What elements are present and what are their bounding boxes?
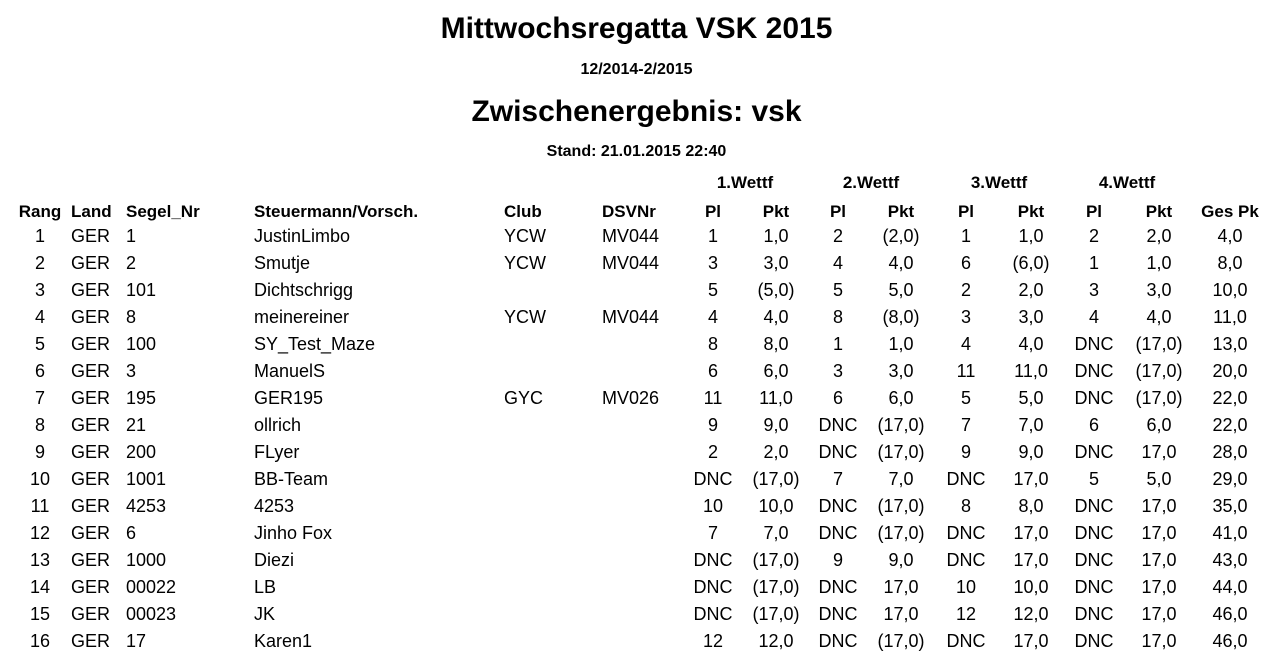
race-3-heading: 3.Wettf bbox=[970, 173, 1028, 192]
cell-pl-2: 5 bbox=[832, 280, 843, 300]
cell-dsvnr bbox=[602, 412, 692, 439]
cell-ges-pk: 41,0 bbox=[1212, 523, 1248, 543]
cell-pl-2: DNC bbox=[818, 415, 858, 435]
header-ges-pk: Ges Pk bbox=[1201, 202, 1259, 221]
cell-rang: 2 bbox=[34, 253, 45, 273]
header-land: Land bbox=[71, 202, 112, 221]
cell-club: YCW bbox=[504, 253, 546, 273]
status-timestamp: Stand: 21.01.2015 22:40 bbox=[546, 143, 727, 160]
cell-pl-4: DNC bbox=[1074, 604, 1114, 624]
results-subtitle: Zwischenergebnis: vsk bbox=[471, 95, 802, 128]
cell-dsvnr bbox=[602, 358, 692, 385]
cell-pl-4: 2 bbox=[1088, 226, 1099, 246]
table-row bbox=[0, 385, 1273, 412]
cell-pkt-3: 8,0 bbox=[1018, 496, 1044, 516]
cell-pl-1: 5 bbox=[707, 280, 718, 300]
cell-pkt-4: 6,0 bbox=[1146, 415, 1172, 435]
table-row bbox=[0, 412, 1273, 439]
cell-pl-4: DNC bbox=[1074, 334, 1114, 354]
cell-pkt-1: (17,0) bbox=[752, 604, 800, 624]
cell-rang: 9 bbox=[34, 442, 45, 462]
cell-land: GER bbox=[71, 388, 111, 408]
cell-pl-2: 6 bbox=[832, 388, 843, 408]
header-segel-nr: Segel_Nr bbox=[126, 202, 200, 221]
cell-steuermann: LB bbox=[254, 577, 277, 597]
cell-steuermann: Jinho Fox bbox=[254, 523, 333, 543]
cell-rang: 13 bbox=[29, 550, 51, 570]
cell-pkt-3: 5,0 bbox=[1018, 388, 1044, 408]
cell-land: GER bbox=[71, 550, 111, 570]
header-pkt-1: Pkt bbox=[762, 202, 790, 221]
cell-pl-2: 2 bbox=[832, 226, 843, 246]
cell-pl-1: 9 bbox=[707, 415, 718, 435]
cell-pkt-3: 7,0 bbox=[1018, 415, 1044, 435]
cell-ges-pk: 29,0 bbox=[1212, 469, 1248, 489]
cell-segel-nr: 17 bbox=[126, 631, 147, 651]
cell-pl-1: 10 bbox=[702, 496, 724, 516]
table-row bbox=[0, 493, 1273, 520]
cell-club bbox=[504, 439, 584, 466]
cell-ges-pk: 11,0 bbox=[1213, 307, 1247, 327]
cell-club bbox=[504, 412, 584, 439]
cell-pl-4: 4 bbox=[1088, 307, 1099, 327]
cell-pkt-1: 8,0 bbox=[763, 334, 789, 354]
cell-pkt-1: (17,0) bbox=[752, 469, 800, 489]
cell-ges-pk: 46,0 bbox=[1212, 631, 1248, 651]
cell-pkt-3: 3,0 bbox=[1018, 307, 1044, 327]
cell-land: GER bbox=[71, 280, 111, 300]
header-dsvnr: DSVNr bbox=[602, 202, 656, 221]
cell-pkt-2: (17,0) bbox=[877, 496, 925, 516]
cell-segel-nr: 4253 bbox=[126, 496, 167, 516]
cell-pkt-3: (6,0) bbox=[1012, 253, 1050, 273]
cell-pl-3: 7 bbox=[960, 415, 971, 435]
cell-steuermann: SY_Test_Maze bbox=[254, 334, 376, 354]
cell-pl-1: 2 bbox=[707, 442, 718, 462]
cell-pkt-2: (17,0) bbox=[877, 415, 925, 435]
cell-ges-pk: 20,0 bbox=[1212, 361, 1248, 381]
cell-land: GER bbox=[71, 604, 111, 624]
cell-segel-nr: 100 bbox=[126, 334, 157, 354]
cell-pl-3: 11 bbox=[956, 361, 976, 381]
table-row bbox=[0, 358, 1273, 385]
header-pkt-3: Pkt bbox=[1017, 202, 1045, 221]
cell-land: GER bbox=[71, 496, 111, 516]
cell-steuermann: Diezi bbox=[254, 550, 295, 570]
cell-steuermann: ManuelS bbox=[254, 361, 326, 381]
cell-pl-2: 4 bbox=[832, 253, 843, 273]
cell-pkt-2: 4,0 bbox=[888, 253, 914, 273]
cell-rang: 7 bbox=[34, 388, 45, 408]
header-rang: Rang bbox=[18, 202, 62, 221]
cell-dsvnr bbox=[602, 601, 692, 628]
cell-ges-pk: 8,0 bbox=[1217, 253, 1243, 273]
cell-pkt-1: (17,0) bbox=[752, 550, 800, 570]
cell-club bbox=[504, 358, 584, 385]
cell-land: GER bbox=[71, 415, 111, 435]
cell-steuermann: Dichtschrigg bbox=[254, 280, 354, 300]
cell-pkt-3: 17,0 bbox=[1013, 550, 1049, 570]
cell-pl-4: 3 bbox=[1088, 280, 1099, 300]
table-row bbox=[0, 466, 1273, 493]
cell-dsvnr bbox=[602, 331, 692, 358]
cell-dsvnr: MV044 bbox=[602, 253, 660, 273]
cell-pl-4: DNC bbox=[1074, 496, 1114, 516]
cell-pkt-3: 12,0 bbox=[1013, 604, 1049, 624]
cell-land: GER bbox=[71, 226, 111, 246]
cell-pkt-1: (17,0) bbox=[752, 577, 800, 597]
cell-dsvnr bbox=[602, 574, 692, 601]
cell-pl-2: 8 bbox=[832, 307, 843, 327]
cell-pl-1: 1 bbox=[707, 226, 718, 246]
cell-segel-nr: 00023 bbox=[126, 604, 177, 624]
cell-pl-1: 7 bbox=[707, 523, 718, 543]
cell-pl-3: 5 bbox=[960, 388, 971, 408]
cell-land: GER bbox=[71, 361, 111, 381]
cell-segel-nr: 2 bbox=[126, 253, 137, 273]
cell-pl-3: 1 bbox=[960, 226, 971, 246]
cell-club bbox=[504, 601, 584, 628]
cell-pkt-3: 4,0 bbox=[1018, 334, 1044, 354]
cell-pkt-4: 3,0 bbox=[1146, 280, 1172, 300]
cell-dsvnr bbox=[602, 439, 692, 466]
cell-pl-4: DNC bbox=[1074, 550, 1114, 570]
table-row bbox=[0, 520, 1273, 547]
season-period: 12/2014-2/2015 bbox=[580, 61, 693, 78]
header-pl-3: Pl bbox=[957, 202, 975, 221]
cell-segel-nr: 1 bbox=[126, 226, 137, 246]
cell-pl-3: 3 bbox=[960, 307, 971, 327]
cell-pl-3: 12 bbox=[955, 604, 977, 624]
cell-rang: 11 bbox=[30, 496, 50, 516]
cell-pl-4: DNC bbox=[1074, 388, 1114, 408]
table-row bbox=[0, 304, 1273, 331]
cell-dsvnr: MV026 bbox=[602, 388, 660, 408]
cell-land: GER bbox=[71, 469, 111, 489]
cell-pl-2: 3 bbox=[832, 361, 843, 381]
cell-land: GER bbox=[71, 631, 111, 651]
cell-rang: 3 bbox=[34, 280, 45, 300]
cell-pkt-4: 17,0 bbox=[1141, 550, 1177, 570]
cell-pl-3: 6 bbox=[960, 253, 971, 273]
cell-rang: 5 bbox=[34, 334, 45, 354]
cell-steuermann: FLyer bbox=[254, 442, 300, 462]
cell-segel-nr: 195 bbox=[126, 388, 157, 408]
cell-ges-pk: 4,0 bbox=[1217, 226, 1243, 246]
cell-dsvnr bbox=[602, 493, 692, 520]
header-pl-2: Pl bbox=[829, 202, 847, 221]
cell-club bbox=[504, 628, 584, 655]
cell-steuermann: JK bbox=[254, 604, 276, 624]
cell-ges-pk: 10,0 bbox=[1212, 280, 1248, 300]
cell-dsvnr bbox=[602, 520, 692, 547]
cell-pl-1: 3 bbox=[707, 253, 718, 273]
cell-pkt-4: 17,0 bbox=[1141, 631, 1177, 651]
cell-ges-pk: 22,0 bbox=[1212, 388, 1248, 408]
cell-pl-2: DNC bbox=[818, 523, 858, 543]
table-row bbox=[0, 331, 1273, 358]
table-row bbox=[0, 601, 1273, 628]
cell-pl-3: DNC bbox=[946, 550, 986, 570]
cell-segel-nr: 00022 bbox=[126, 577, 177, 597]
cell-pkt-3: 17,0 bbox=[1013, 631, 1049, 651]
cell-pkt-2: 9,0 bbox=[888, 550, 914, 570]
cell-pl-3: DNC bbox=[946, 523, 986, 543]
cell-pkt-4: 17,0 bbox=[1141, 496, 1177, 516]
cell-pl-3: 2 bbox=[960, 280, 971, 300]
cell-pkt-2: (17,0) bbox=[877, 523, 925, 543]
cell-pkt-1: 6,0 bbox=[763, 361, 789, 381]
cell-ges-pk: 46,0 bbox=[1212, 604, 1248, 624]
table-row bbox=[0, 223, 1273, 250]
cell-pl-2: DNC bbox=[818, 604, 858, 624]
cell-pl-3: 10 bbox=[955, 577, 977, 597]
cell-pl-2: 1 bbox=[832, 334, 843, 354]
cell-rang: 15 bbox=[29, 604, 51, 624]
cell-pl-1: 8 bbox=[707, 334, 718, 354]
cell-pkt-4: (17,0) bbox=[1135, 361, 1183, 381]
cell-rang: 16 bbox=[29, 631, 51, 651]
cell-pkt-2: 1,0 bbox=[888, 334, 914, 354]
cell-pl-2: DNC bbox=[818, 496, 858, 516]
cell-pl-3: 9 bbox=[960, 442, 971, 462]
cell-pkt-1: 11,0 bbox=[759, 388, 793, 408]
cell-pkt-3: 10,0 bbox=[1013, 577, 1049, 597]
cell-pl-4: 6 bbox=[1088, 415, 1099, 435]
cell-pkt-4: 4,0 bbox=[1146, 307, 1172, 327]
cell-pkt-2: (17,0) bbox=[877, 631, 925, 651]
cell-pl-4: DNC bbox=[1074, 523, 1114, 543]
cell-segel-nr: 101 bbox=[126, 280, 157, 300]
cell-pkt-4: (17,0) bbox=[1135, 388, 1183, 408]
cell-segel-nr: 200 bbox=[126, 442, 157, 462]
cell-rang: 8 bbox=[34, 415, 45, 435]
cell-club bbox=[504, 331, 584, 358]
cell-pkt-1: 1,0 bbox=[763, 226, 789, 246]
cell-rang: 4 bbox=[34, 307, 45, 327]
cell-steuermann: ollrich bbox=[254, 415, 302, 435]
cell-land: GER bbox=[71, 253, 111, 273]
cell-pkt-4: 17,0 bbox=[1141, 523, 1177, 543]
cell-pkt-2: 3,0 bbox=[888, 361, 914, 381]
cell-dsvnr bbox=[602, 628, 692, 655]
cell-pl-1: DNC bbox=[693, 550, 733, 570]
cell-pl-3: DNC bbox=[946, 469, 986, 489]
cell-pkt-4: 17,0 bbox=[1141, 442, 1177, 462]
cell-pkt-4: 17,0 bbox=[1141, 577, 1177, 597]
cell-pkt-2: 17,0 bbox=[883, 604, 919, 624]
table-row bbox=[0, 439, 1273, 466]
cell-club: YCW bbox=[504, 307, 546, 327]
cell-dsvnr bbox=[602, 466, 692, 493]
cell-pl-4: DNC bbox=[1074, 631, 1114, 651]
cell-segel-nr: 1000 bbox=[126, 550, 167, 570]
cell-dsvnr: MV044 bbox=[602, 307, 660, 327]
cell-segel-nr: 21 bbox=[126, 415, 147, 435]
cell-club bbox=[504, 493, 584, 520]
cell-pkt-3: 11,0 bbox=[1014, 361, 1048, 381]
cell-pkt-1: 10,0 bbox=[758, 496, 794, 516]
cell-pkt-3: 17,0 bbox=[1013, 523, 1049, 543]
cell-club bbox=[504, 547, 584, 574]
cell-pkt-2: 7,0 bbox=[888, 469, 914, 489]
cell-steuermann: meinereiner bbox=[254, 307, 350, 327]
cell-pl-2: DNC bbox=[818, 577, 858, 597]
cell-ges-pk: 28,0 bbox=[1212, 442, 1248, 462]
cell-pkt-1: 4,0 bbox=[763, 307, 789, 327]
race-4-heading: 4.Wettf bbox=[1098, 173, 1156, 192]
cell-pl-2: 7 bbox=[832, 469, 843, 489]
cell-rang: 1 bbox=[34, 226, 45, 246]
cell-ges-pk: 44,0 bbox=[1212, 577, 1248, 597]
cell-pkt-2: 5,0 bbox=[888, 280, 914, 300]
cell-pkt-1: 12,0 bbox=[758, 631, 794, 651]
cell-pkt-1: 9,0 bbox=[763, 415, 789, 435]
cell-pl-1: 4 bbox=[707, 307, 718, 327]
cell-pl-4: DNC bbox=[1074, 361, 1114, 381]
cell-pkt-3: 17,0 bbox=[1013, 469, 1049, 489]
cell-pkt-3: 9,0 bbox=[1018, 442, 1044, 462]
cell-dsvnr bbox=[602, 547, 692, 574]
cell-pl-1: DNC bbox=[693, 604, 733, 624]
cell-pkt-3: 1,0 bbox=[1018, 226, 1044, 246]
cell-pl-3: DNC bbox=[946, 631, 986, 651]
table-row bbox=[0, 277, 1273, 304]
header-pl-4: Pl bbox=[1085, 202, 1103, 221]
cell-club bbox=[504, 466, 584, 493]
cell-pl-4: 5 bbox=[1088, 469, 1099, 489]
cell-ges-pk: 43,0 bbox=[1212, 550, 1248, 570]
cell-club bbox=[504, 277, 584, 304]
cell-pl-1: DNC bbox=[693, 577, 733, 597]
cell-club bbox=[504, 520, 584, 547]
cell-land: GER bbox=[71, 334, 111, 354]
document-title: Mittwochsregatta VSK 2015 bbox=[440, 12, 833, 45]
cell-club: GYC bbox=[504, 388, 544, 408]
race-2-heading: 2.Wettf bbox=[842, 173, 900, 192]
cell-pl-2: 9 bbox=[832, 550, 843, 570]
table-row bbox=[0, 628, 1273, 655]
header-pkt-2: Pkt bbox=[887, 202, 915, 221]
cell-pl-3: 4 bbox=[960, 334, 971, 354]
cell-pkt-4: 5,0 bbox=[1146, 469, 1172, 489]
cell-segel-nr: 3 bbox=[126, 361, 137, 381]
cell-segel-nr: 8 bbox=[126, 307, 137, 327]
header-club: Club bbox=[504, 202, 542, 221]
cell-steuermann: Smutje bbox=[254, 253, 311, 273]
cell-rang: 10 bbox=[29, 469, 51, 489]
table-row bbox=[0, 250, 1273, 277]
cell-pl-1: 11 bbox=[703, 388, 723, 408]
header-steuermann: Steuermann/Vorsch. bbox=[254, 202, 419, 221]
cell-pkt-2: (8,0) bbox=[882, 307, 920, 327]
cell-pkt-1: (5,0) bbox=[757, 280, 795, 300]
cell-pkt-2: (2,0) bbox=[882, 226, 920, 246]
cell-pkt-1: 2,0 bbox=[763, 442, 789, 462]
cell-pkt-3: 2,0 bbox=[1018, 280, 1044, 300]
cell-ges-pk: 13,0 bbox=[1212, 334, 1248, 354]
cell-rang: 14 bbox=[29, 577, 51, 597]
cell-steuermann: Karen1 bbox=[254, 631, 313, 651]
table-row bbox=[0, 574, 1273, 601]
cell-pl-1: 12 bbox=[702, 631, 724, 651]
cell-steuermann: JustinLimbo bbox=[254, 226, 351, 246]
cell-land: GER bbox=[71, 442, 111, 462]
cell-pl-1: DNC bbox=[693, 469, 733, 489]
cell-pkt-2: (17,0) bbox=[877, 442, 925, 462]
cell-club bbox=[504, 574, 584, 601]
cell-pkt-4: 17,0 bbox=[1141, 604, 1177, 624]
cell-rang: 6 bbox=[34, 361, 45, 381]
cell-pl-4: DNC bbox=[1074, 577, 1114, 597]
cell-pkt-1: 3,0 bbox=[763, 253, 789, 273]
cell-steuermann: BB-Team bbox=[254, 469, 329, 489]
cell-dsvnr: MV044 bbox=[602, 226, 660, 246]
cell-dsvnr bbox=[602, 277, 692, 304]
cell-ges-pk: 35,0 bbox=[1212, 496, 1248, 516]
cell-pl-4: 1 bbox=[1088, 253, 1099, 273]
cell-land: GER bbox=[71, 307, 111, 327]
cell-pkt-4: (17,0) bbox=[1135, 334, 1183, 354]
race-1-heading: 1.Wettf bbox=[716, 173, 774, 192]
cell-land: GER bbox=[71, 577, 111, 597]
cell-pl-3: 8 bbox=[960, 496, 971, 516]
cell-pkt-1: 7,0 bbox=[763, 523, 789, 543]
cell-pl-1: 6 bbox=[707, 361, 718, 381]
cell-club: YCW bbox=[504, 226, 546, 246]
cell-rang: 12 bbox=[29, 523, 51, 543]
cell-segel-nr: 1001 bbox=[126, 469, 167, 489]
cell-steuermann: GER195 bbox=[254, 388, 324, 408]
cell-pl-4: DNC bbox=[1074, 442, 1114, 462]
table-header bbox=[0, 198, 1273, 225]
header-pkt-4: Pkt bbox=[1145, 202, 1173, 221]
header-pl-1: Pl bbox=[704, 202, 722, 221]
cell-ges-pk: 22,0 bbox=[1212, 415, 1248, 435]
cell-steuermann: 4253 bbox=[254, 496, 295, 516]
cell-pkt-2: 6,0 bbox=[888, 388, 914, 408]
cell-pkt-4: 2,0 bbox=[1146, 226, 1172, 246]
cell-pl-2: DNC bbox=[818, 631, 858, 651]
cell-pl-2: DNC bbox=[818, 442, 858, 462]
cell-pkt-2: 17,0 bbox=[883, 577, 919, 597]
cell-pkt-4: 1,0 bbox=[1146, 253, 1172, 273]
table-row bbox=[0, 547, 1273, 574]
cell-segel-nr: 6 bbox=[126, 523, 137, 543]
cell-land: GER bbox=[71, 523, 111, 543]
